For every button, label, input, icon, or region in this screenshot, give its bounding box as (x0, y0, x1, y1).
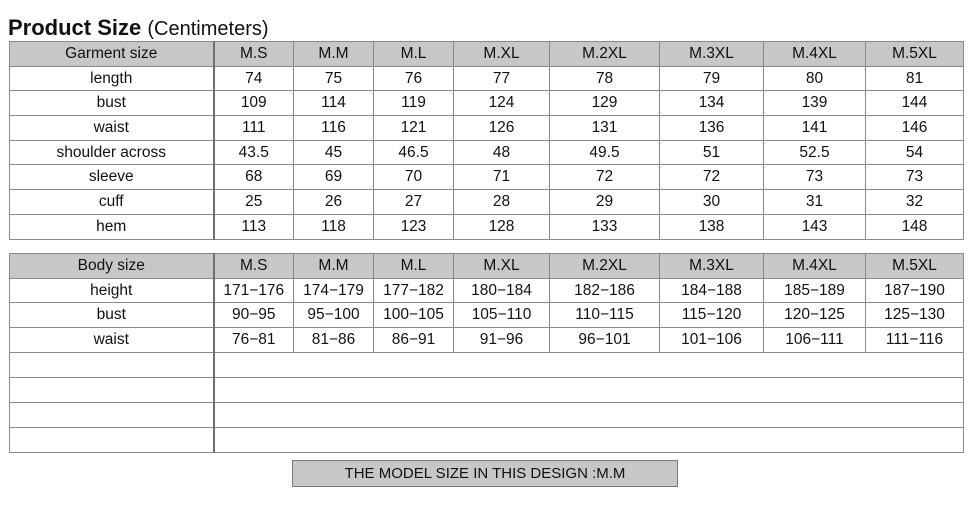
measurement-cell: 69 (294, 165, 374, 190)
row-label: height (10, 278, 214, 303)
row-label: waist (10, 328, 214, 353)
measurement-cell: 148 (866, 214, 964, 239)
measurement-cell: 115−120 (660, 303, 764, 328)
empty-value-cell (214, 427, 964, 452)
empty-row (10, 427, 964, 452)
measurement-cell: 144 (866, 91, 964, 116)
measurement-cell: 30 (660, 190, 764, 215)
page-title (8, 14, 269, 43)
size-column-header: M.3XL (660, 42, 764, 67)
row-label: bust (10, 303, 214, 328)
measurement-cell: 185−189 (764, 278, 866, 303)
measurement-cell: 43.5 (214, 140, 294, 165)
size-column-header: M.M (294, 42, 374, 67)
measurement-cell: 90−95 (214, 303, 294, 328)
measurement-cell: 96−101 (550, 328, 660, 353)
title-unit: (Centimeters) (147, 18, 269, 40)
empty-label-cell (10, 377, 214, 402)
measurement-cell: 52.5 (764, 140, 866, 165)
row-label: bust (10, 91, 214, 116)
body-header-label: Body size (10, 254, 214, 279)
table-row (10, 66, 964, 91)
size-column-header: M.3XL (660, 254, 764, 279)
measurement-cell: 119 (374, 91, 454, 116)
measurement-cell: 125−130 (866, 303, 964, 328)
size-column-header: M.S (214, 254, 294, 279)
measurement-cell: 95−100 (294, 303, 374, 328)
size-column-header: M.5XL (866, 254, 964, 279)
empty-label-cell (10, 352, 214, 377)
size-column-header: M.2XL (550, 42, 660, 67)
measurement-cell: 74 (214, 66, 294, 91)
table-row (10, 328, 964, 353)
measurement-cell: 78 (550, 66, 660, 91)
measurement-cell: 105−110 (454, 303, 550, 328)
measurement-cell: 46.5 (374, 140, 454, 165)
table-row (10, 278, 964, 303)
empty-value-cell (214, 402, 964, 427)
measurement-cell: 123 (374, 214, 454, 239)
measurement-cell: 126 (454, 116, 550, 141)
measurement-cell: 128 (454, 214, 550, 239)
measurement-cell: 49.5 (550, 140, 660, 165)
size-column-header: M.2XL (550, 254, 660, 279)
measurement-cell: 182−186 (550, 278, 660, 303)
measurement-cell: 72 (660, 165, 764, 190)
size-column-header: M.5XL (866, 42, 964, 67)
measurement-cell: 136 (660, 116, 764, 141)
table-row (10, 165, 964, 190)
measurement-cell: 71 (454, 165, 550, 190)
measurement-cell: 111 (214, 116, 294, 141)
measurement-cell: 129 (550, 91, 660, 116)
measurement-cell: 143 (764, 214, 866, 239)
measurement-cell: 81 (866, 66, 964, 91)
measurement-cell: 32 (866, 190, 964, 215)
measurement-cell: 26 (294, 190, 374, 215)
empty-row (10, 352, 964, 377)
table-row (10, 303, 964, 328)
empty-row (10, 402, 964, 427)
garment-size-table (9, 41, 964, 240)
garment-header-row (10, 42, 964, 67)
table-row (10, 91, 964, 116)
measurement-cell: 25 (214, 190, 294, 215)
empty-value-cell (214, 377, 964, 402)
row-label: sleeve (10, 165, 214, 190)
measurement-cell: 77 (454, 66, 550, 91)
measurement-cell: 180−184 (454, 278, 550, 303)
size-column-header: M.XL (454, 42, 550, 67)
measurement-cell: 138 (660, 214, 764, 239)
measurement-cell: 118 (294, 214, 374, 239)
measurement-cell: 121 (374, 116, 454, 141)
measurement-cell: 76−81 (214, 328, 294, 353)
measurement-cell: 124 (454, 91, 550, 116)
measurement-cell: 70 (374, 165, 454, 190)
measurement-cell: 79 (660, 66, 764, 91)
measurement-cell: 116 (294, 116, 374, 141)
measurement-cell: 139 (764, 91, 866, 116)
empty-row (10, 377, 964, 402)
measurement-cell: 131 (550, 116, 660, 141)
measurement-cell: 120−125 (764, 303, 866, 328)
measurement-cell: 73 (866, 165, 964, 190)
size-column-header: M.4XL (764, 254, 866, 279)
size-column-header: M.XL (454, 254, 550, 279)
measurement-cell: 75 (294, 66, 374, 91)
model-size-note: THE MODEL SIZE IN THIS DESIGN :M.M (292, 460, 678, 487)
measurement-cell: 80 (764, 66, 866, 91)
body-size-table (9, 253, 964, 453)
table-row (10, 214, 964, 239)
measurement-cell: 72 (550, 165, 660, 190)
measurement-cell: 171−176 (214, 278, 294, 303)
size-column-header: M.L (374, 254, 454, 279)
measurement-cell: 114 (294, 91, 374, 116)
measurement-cell: 31 (764, 190, 866, 215)
measurement-cell: 146 (866, 116, 964, 141)
measurement-cell: 187−190 (866, 278, 964, 303)
measurement-cell: 184−188 (660, 278, 764, 303)
table-row (10, 140, 964, 165)
measurement-cell: 106−111 (764, 328, 866, 353)
measurement-cell: 100−105 (374, 303, 454, 328)
empty-label-cell (10, 427, 214, 452)
measurement-cell: 101−106 (660, 328, 764, 353)
measurement-cell: 27 (374, 190, 454, 215)
title-main: Product Size (8, 15, 142, 40)
size-column-header: M.4XL (764, 42, 866, 67)
measurement-cell: 177−182 (374, 278, 454, 303)
measurement-cell: 141 (764, 116, 866, 141)
measurement-cell: 28 (454, 190, 550, 215)
size-column-header: M.S (214, 42, 294, 67)
measurement-cell: 68 (214, 165, 294, 190)
measurement-cell: 110−115 (550, 303, 660, 328)
body-header-row (10, 254, 964, 279)
table-row (10, 190, 964, 215)
measurement-cell: 48 (454, 140, 550, 165)
row-label: hem (10, 214, 214, 239)
row-label: shoulder across (10, 140, 214, 165)
measurement-cell: 113 (214, 214, 294, 239)
measurement-cell: 111−116 (866, 328, 964, 353)
garment-header-label: Garment size (10, 42, 214, 67)
measurement-cell: 109 (214, 91, 294, 116)
measurement-cell: 174−179 (294, 278, 374, 303)
measurement-cell: 134 (660, 91, 764, 116)
measurement-cell: 54 (866, 140, 964, 165)
empty-value-cell (214, 352, 964, 377)
measurement-cell: 86−91 (374, 328, 454, 353)
empty-label-cell (10, 402, 214, 427)
measurement-cell: 81−86 (294, 328, 374, 353)
measurement-cell: 45 (294, 140, 374, 165)
measurement-cell: 91−96 (454, 328, 550, 353)
measurement-cell: 73 (764, 165, 866, 190)
size-column-header: M.M (294, 254, 374, 279)
row-label: cuff (10, 190, 214, 215)
size-column-header: M.L (374, 42, 454, 67)
measurement-cell: 29 (550, 190, 660, 215)
row-label: length (10, 66, 214, 91)
measurement-cell: 133 (550, 214, 660, 239)
row-label: waist (10, 116, 214, 141)
table-row (10, 116, 964, 141)
measurement-cell: 51 (660, 140, 764, 165)
measurement-cell: 76 (374, 66, 454, 91)
